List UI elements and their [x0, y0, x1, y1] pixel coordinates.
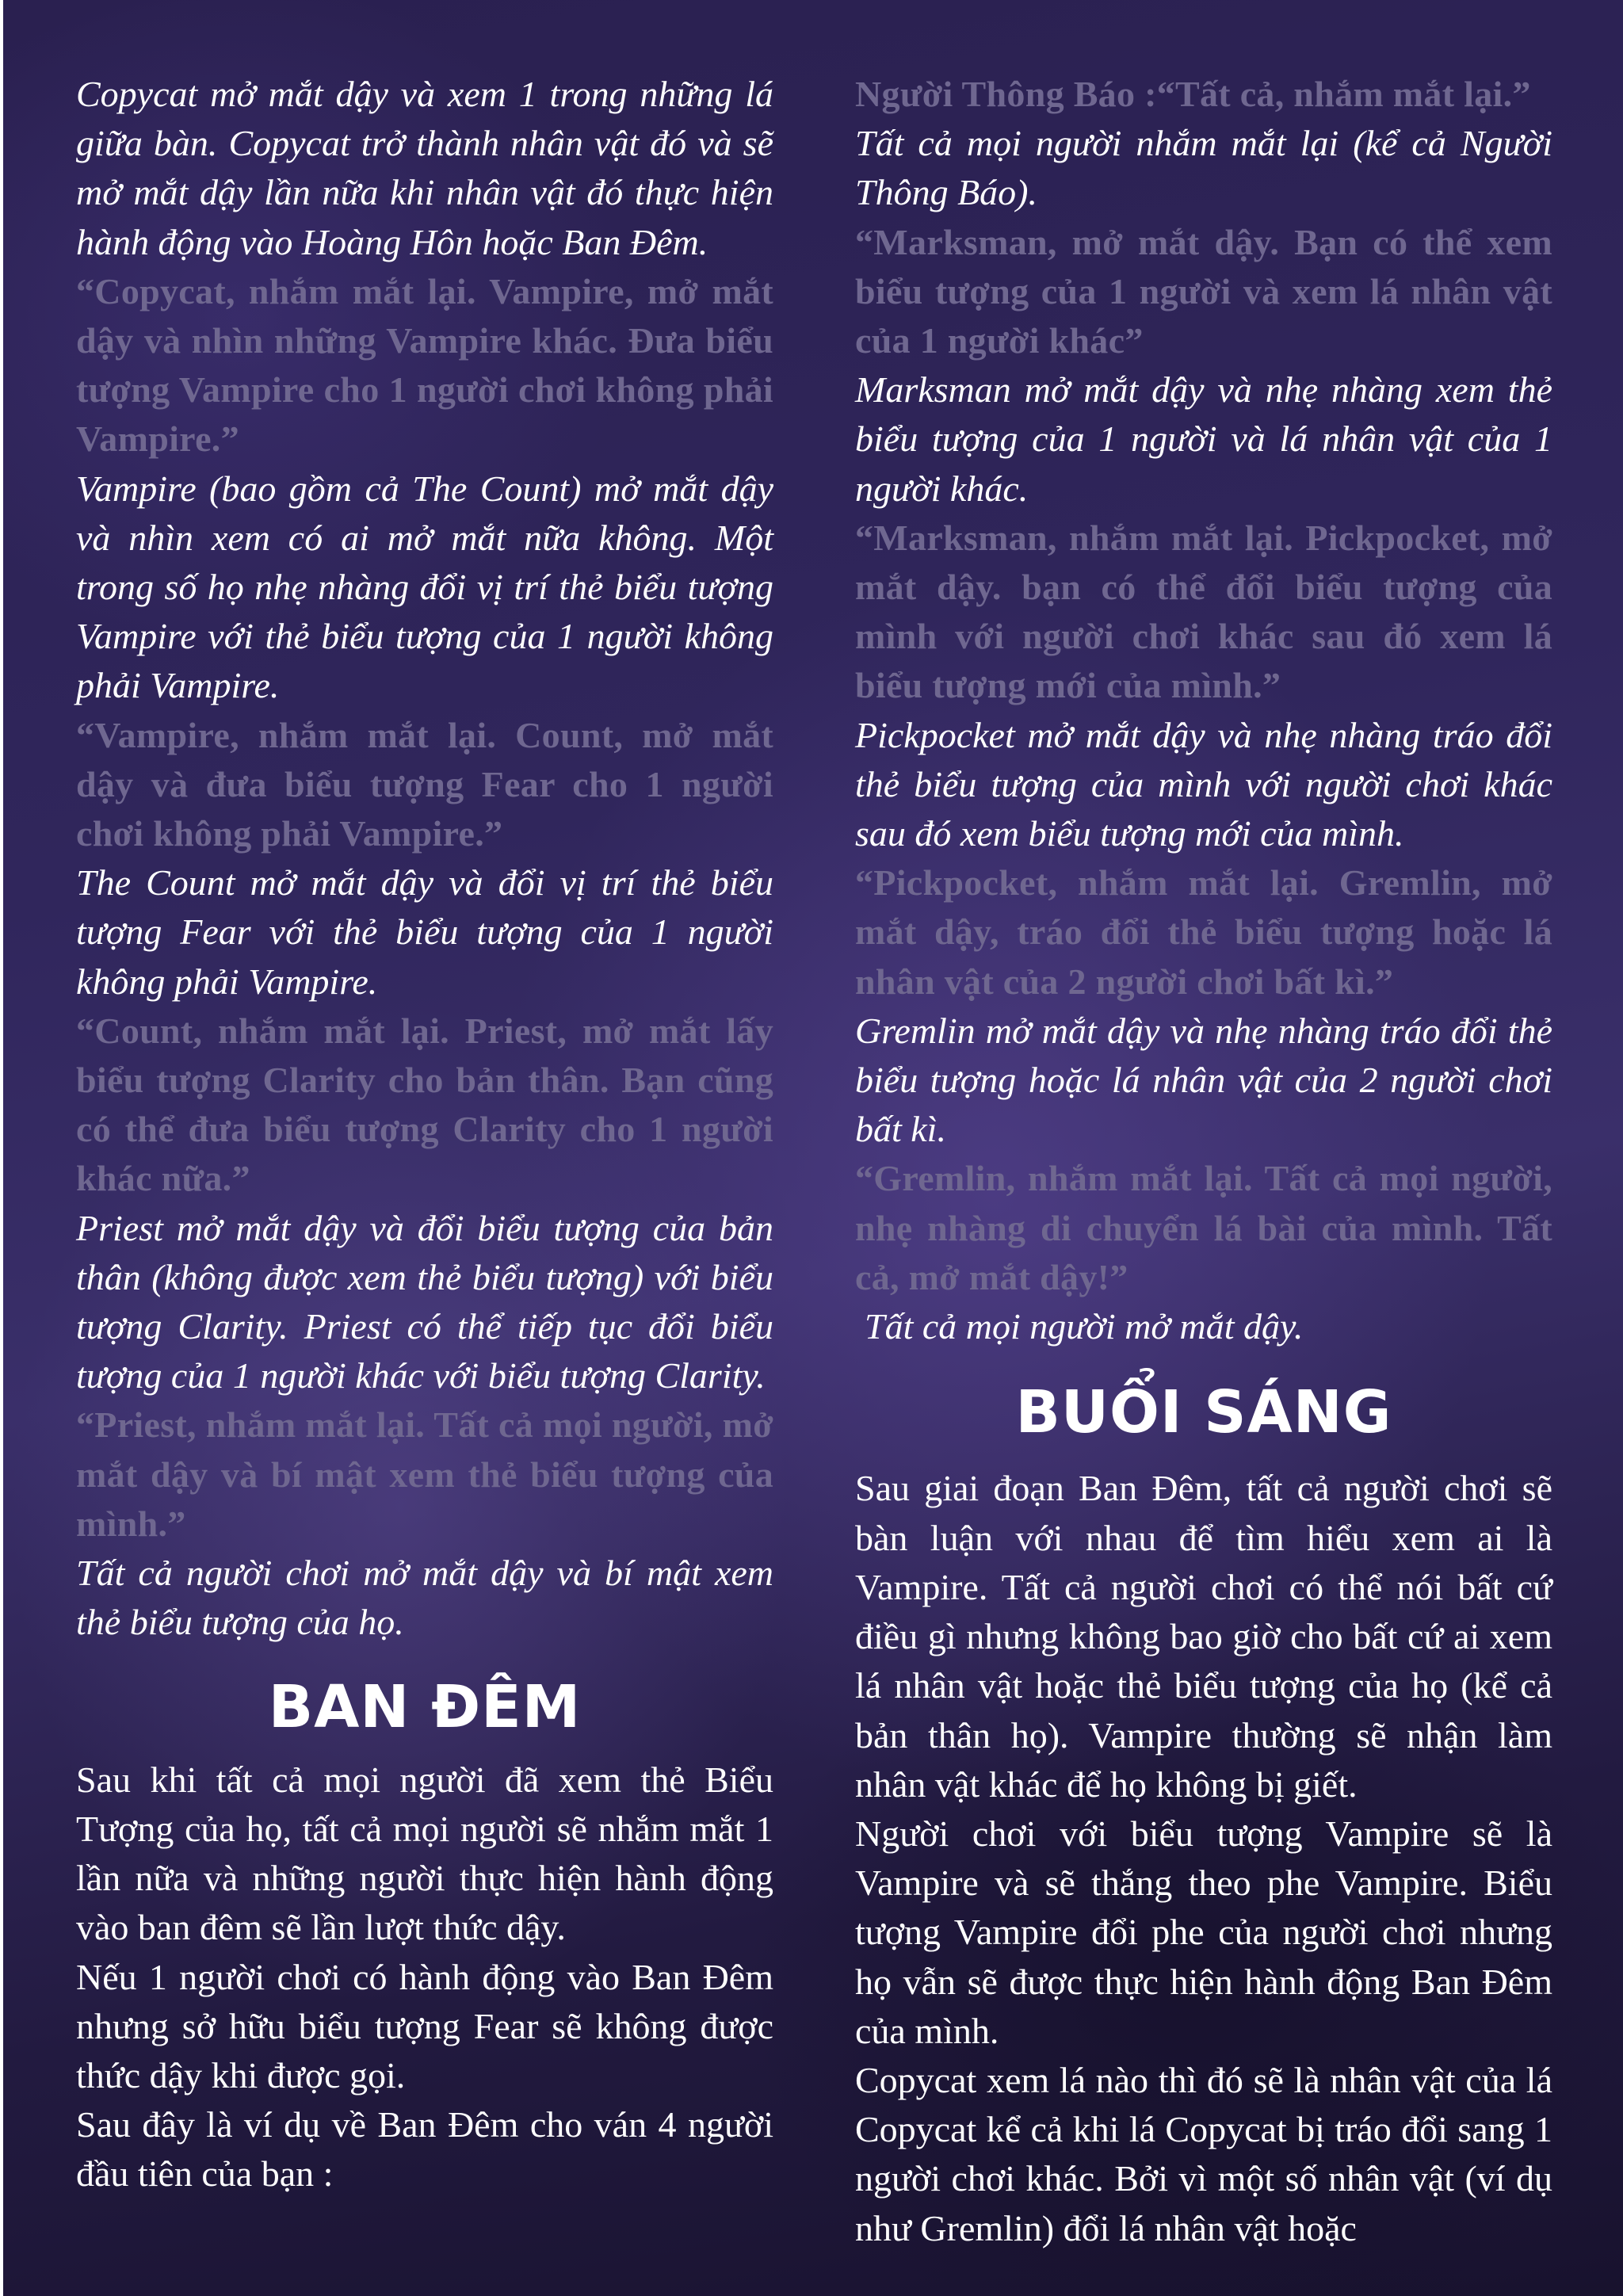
- copycat-action-text: Copycat mở mắt dậy và xem 1 trong những lá giữa bàn. Copycat trở thành nhân vật đó và sẽ mở mắt dậy lần nữa khi nhân vật đó thực hiện hành động vào Hoàng Hôn hoặc Ban Đêm.: [76, 74, 773, 262]
- morning-body-paragraph: Sau giai đoạn Ban Đêm, tất cả người chơi sẽ bàn luận với nhau để tìm hiểu xem ai là Vampire. Tất cả người chơi có thể nói bất cứ điều gì nhưng không bao giờ cho bất cứ ai xem lá nhân vật hoặc thẻ biểu tượng của họ (kể cả bản thân họ). Vampire thường sẽ nhận làm nhân vật khác để họ không bị giết.: [855, 1468, 1552, 1805]
- all-open-eyes-action-text: Tất cả mọi người mở mắt dậy.: [865, 1306, 1304, 1347]
- night-body-paragraph: Nếu 1 người chơi có hành động vào Ban Đêm nhưng sở hữu biểu tượng Fear sẽ không được thức dậy khi được gọi.: [76, 1956, 773, 2095]
- pickpocket-action-text: Pickpocket mở mắt dậy và nhẹ nhàng tráo đổi thẻ biểu tượng của mình với người chơi khác sau đó xem biểu tượng mới của mình.: [855, 714, 1552, 854]
- all-players-action-text: Tất cả người chơi mở mắt dậy và bí mật xem thẻ biểu tượng của họ.: [76, 1553, 773, 1643]
- night-body-paragraph: Sau khi tất cả mọi người đã xem thẻ Biểu Tượng của họ, tất cả mọi người sẽ nhắm mắt 1 lần nữa và những người thực hiện hành động vào ban đêm sẽ lần lượt thức dậy.: [76, 1759, 773, 1948]
- priest-action-text: Priest mở mắt dậy và đổi biểu tượng của bản thân (không được xem thẻ biểu tượng) với biểu tượng Clarity. Priest có thể tiếp tục đổi biểu tượng của 1 người khác với biểu tượng Clarity.: [76, 1207, 773, 1396]
- vampire-announcement: “Vampire, nhắm mắt lại. Count, mở mắt dậy và đưa biểu tượng Fear cho 1 người chơi không phải Vampire.”: [76, 714, 773, 854]
- gremlin-action-text: Gremlin mở mắt dậy và nhẹ nhàng tráo đổi thẻ biểu tượng hoặc lá nhân vật của 2 người chơi bất kì.: [855, 1010, 1552, 1150]
- gremlin-announcement: “Pickpocket, nhắm mắt lại. Gremlin, mở mắt dậy, tráo đổi thẻ biểu tượng hoặc lá nhân vật của 2 người chơi bất kì.”: [855, 862, 1552, 1002]
- left-column: [76, 70, 773, 2199]
- vampire-action-text: Vampire (bao gồm cả The Count) mở mắt dậy và nhìn xem có ai mở mắt nữa không. Một trong số họ nhẹ nhàng đổi vị trí thẻ biểu tượng Vampire với thẻ biểu tượng của 1 người không phải Vampire.: [76, 468, 773, 706]
- pickpocket-announcement: “Marksman, nhắm mắt lại. Pickpocket, mở mắt dậy. bạn có thể đổi biểu tượng của mình với người chơi khác sau đó xem lá biểu tượng mới của mình.”: [855, 517, 1552, 706]
- priest-announcement: “Priest, nhắm mắt lại. Tất cả mọi người, mở mắt dậy và bí mật xem thẻ biểu tượng của mình.”: [76, 1404, 773, 1544]
- all-close-eyes-action-text: Tất cả mọi người nhắm mắt lại (kể cả Người Thông Báo).: [855, 123, 1552, 213]
- section-heading-morning: BUỔI SÁNG: [1015, 1378, 1392, 1447]
- wake-up-announcement: “Gremlin, nhắm mắt lại. Tất cả mọi người, nhẹ nhàng di chuyển lá bài của mình. Tất cả, mở mắt dậy!”: [855, 1158, 1552, 1297]
- morning-body-paragraph: Copycat xem lá nào thì đó sẽ là nhân vật của lá Copycat kể cả khi lá Copycat bị tráo đổi sang 1 người chơi khác. Bởi vì một số nhân vật (ví dụ như Gremlin) đổi lá nhân vật hoặc: [855, 2059, 1552, 2248]
- copycat-announcement: “Copycat, nhắm mắt lại. Vampire, mở mắt dậy và nhìn những Vampire khác. Đưa biểu tượng Vampire cho 1 người chơi không phải Vampire.”: [76, 270, 773, 460]
- marksman-announcement: “Marksman, mở mắt dậy. Bạn có thể xem biểu tượng của 1 người và xem lá nhân vật của 1 người khác”: [855, 221, 1552, 361]
- night-body-paragraph: Sau đây là ví dụ về Ban Đêm cho ván 4 người đầu tiên của bạn :: [76, 2104, 773, 2195]
- right-column: [855, 70, 1552, 2253]
- marksman-action-text: Marksman mở mắt dậy và nhẹ nhàng xem thẻ biểu tượng của 1 người và lá nhân vật của 1 người khác.: [855, 369, 1552, 509]
- narrator-announcement: Người Thông Báo :“Tất cả, nhắm mắt lại.”: [855, 74, 1531, 114]
- section-heading-night: BAN ĐÊM: [268, 1672, 582, 1741]
- count-action-text: The Count mở mắt dậy và đổi vị trí thẻ biểu tượng Fear với thẻ biểu tượng của 1 người không phải Vampire.: [76, 862, 773, 1002]
- count-announcement: “Count, nhắm mắt lại. Priest, mở mắt lấy biểu tượng Clarity cho bản thân. Bạn cũng có thể đưa biểu tượng Clarity cho 1 người khác nữa.”: [76, 1010, 773, 1199]
- morning-body-paragraph: Người chơi với biểu tượng Vampire sẽ là Vampire và sẽ thắng theo phe Vampire. Biểu tượng Vampire đổi phe của người chơi nhưng họ vẫn sẽ được thực hiện hành động Ban Đêm của mình.: [855, 1813, 1552, 2051]
